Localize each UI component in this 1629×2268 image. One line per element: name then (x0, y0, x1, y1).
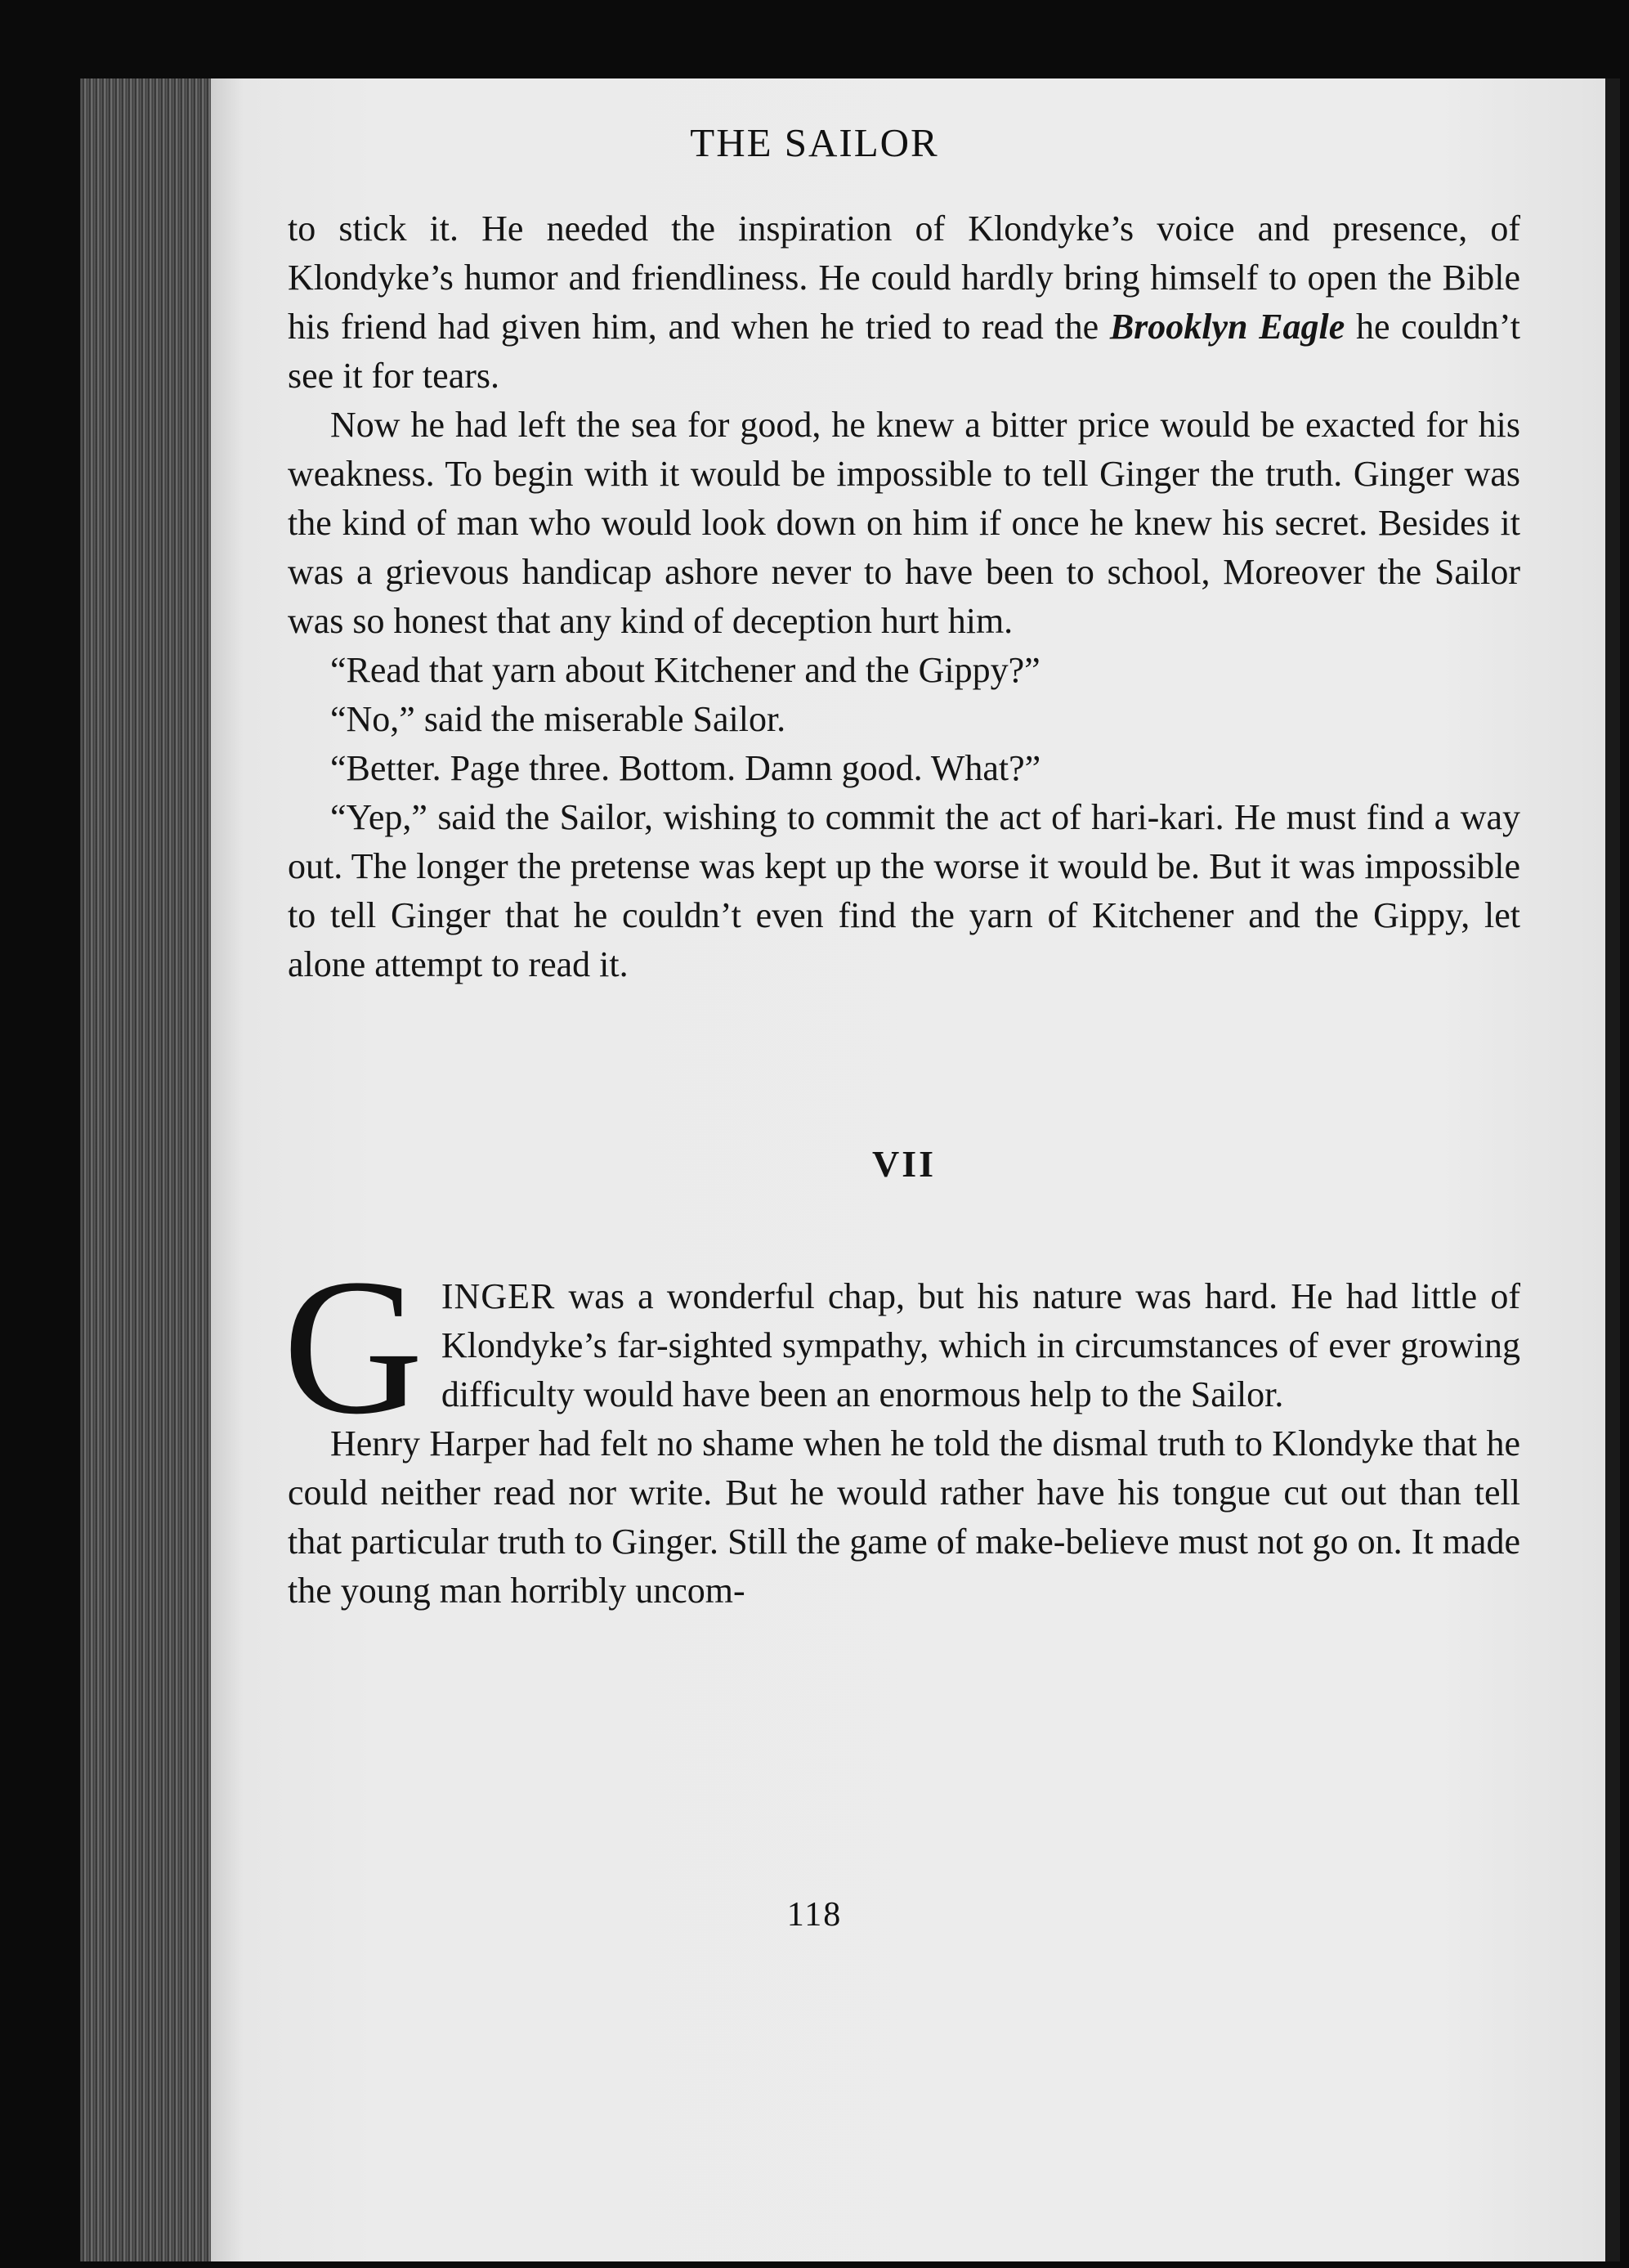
paragraph-text: to stick it. He needed the inspiration of Klondyke’s voice and presence, of Klondyke’s humor and friendliness. He could hardly bring himself to open the Bible his friend had given him, and when he tried to read the (288, 208, 1520, 347)
paragraph: Henry Harper had felt no shame when he told the dismal truth to Klondyke that he could neither read nor write. But he would rather have his tongue cut out than tell that particular truth to Ginger. Still the game of make-believe must not go on. It made the young man horribly uncom- (288, 1423, 1520, 1611)
opening-caps: INGER (441, 1276, 556, 1316)
paragraph-text: was a wonderful chap, but his nature was hard. He had little of Klondyke’s far-sighted sympathy, which in circumstances of ever growing difficulty would have been an enormous help to the Sailor. (441, 1276, 1520, 1414)
chapter-opening-paragraph (283, 1239, 1520, 1454)
paragraph: Now he had left the sea for good, he knew a bitter price would be exacted for his weakness. To begin with it would be impossible to tell Ginger the truth. Ginger was the kind of man who would look down on him if once he knew his secret. Besides it was a grievous handicap ashore never to have been to school, Moreover the Sailor was so honest that any kind of deception hurt him. (288, 405, 1520, 641)
paragraph: “Yep,” said the Sailor, wishing to commit the act of hari-kari. He must find a way out. The longer the pretense was kept up the worse it would be. But it was impossible to tell Ginger that he couldn’t even find the yarn of Kitchener and the Gippy, let alone attempt to read it. (288, 797, 1520, 984)
dialogue-line: “No,” said the miserable Sailor. (330, 699, 786, 739)
paragraph (288, 204, 1520, 401)
dialogue-line: “Better. Page three. Bottom. Damn good. What?” (330, 748, 1041, 788)
drop-cap: G (283, 1239, 423, 1454)
chapter-heading: VII (871, 1143, 937, 1185)
dialogue-line: “Read that yarn about Kitchener and the Gippy?” (330, 650, 1041, 690)
paragraph-text: he couldn’t see it for tears. (288, 307, 1520, 396)
body-text (283, 204, 1520, 1616)
running-head: THE SAILOR (690, 120, 939, 165)
page-number: 118 (786, 1896, 843, 1934)
newspaper-title: Brooklyn Eagle (1109, 307, 1345, 347)
